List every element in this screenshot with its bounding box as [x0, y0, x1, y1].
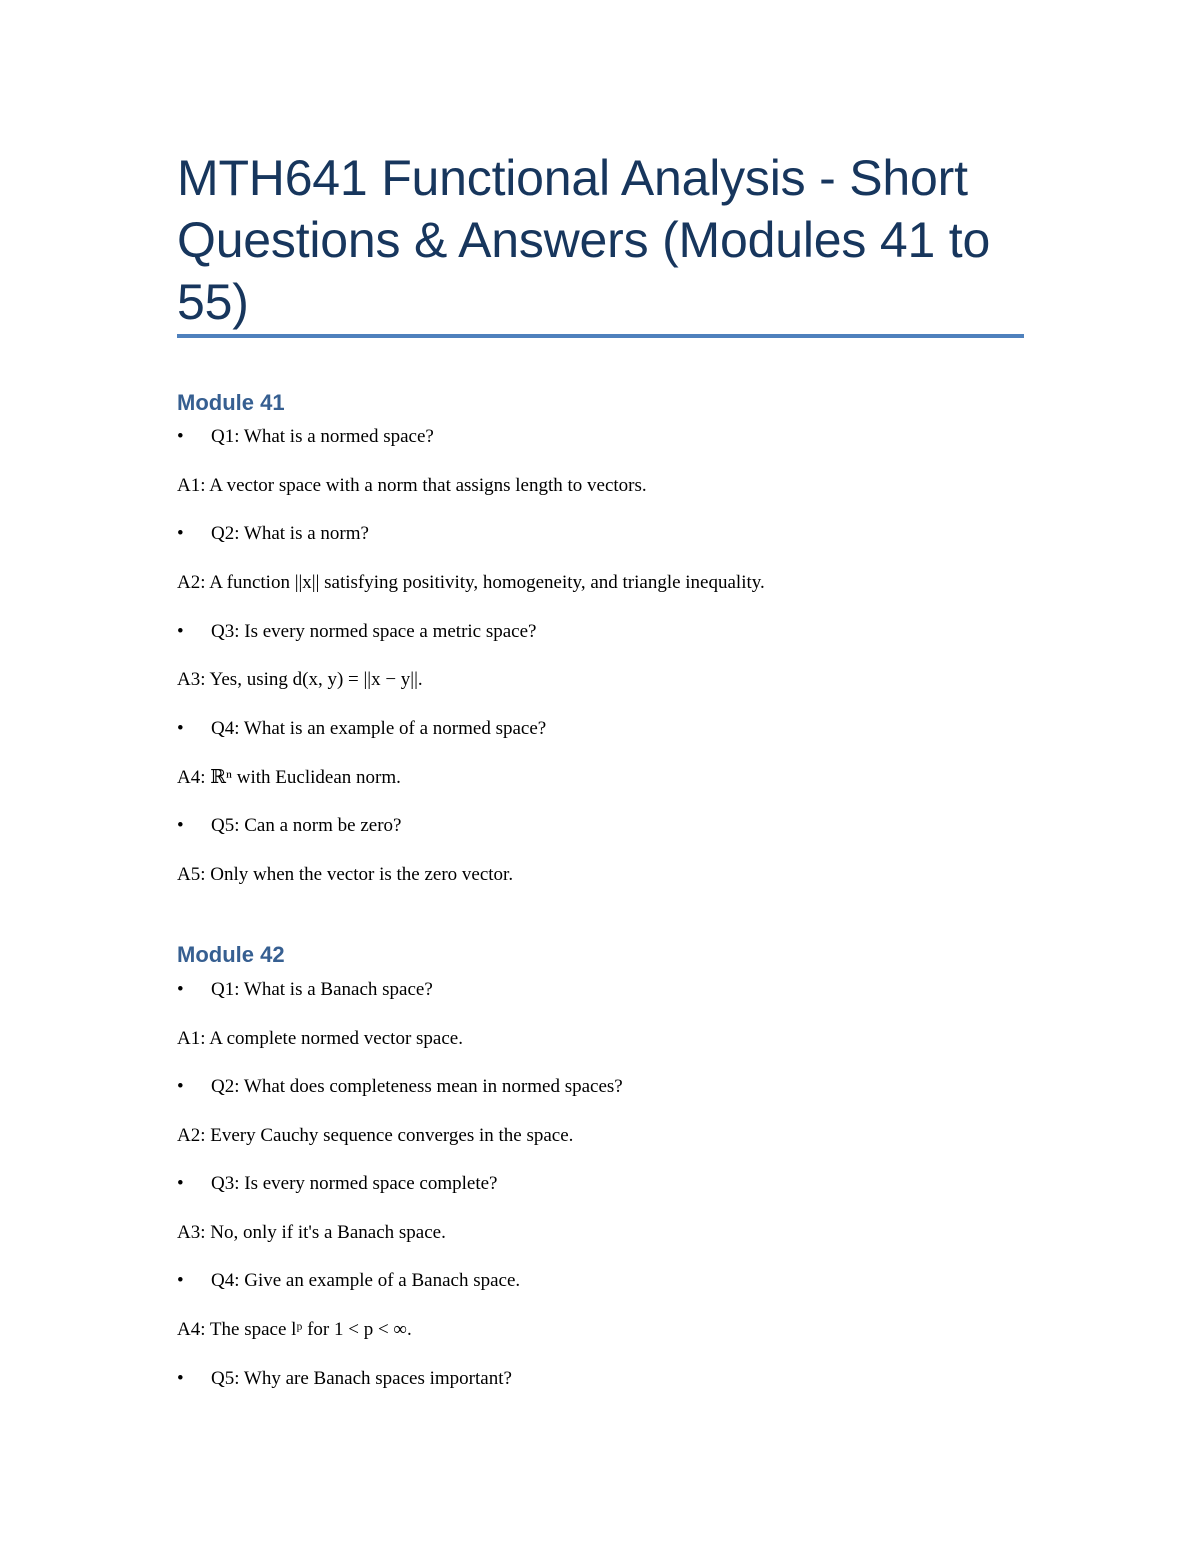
title-underline	[177, 334, 1024, 338]
bullet-icon: •	[177, 1270, 184, 1291]
bullet-icon: •	[177, 1368, 184, 1389]
answer-text: A3: No, only if it's a Banach space.	[177, 1222, 446, 1243]
bullet-icon: •	[177, 979, 184, 1000]
answer-text: A2: Every Cauchy sequence converges in the space.	[177, 1125, 574, 1146]
bullet-icon: •	[177, 621, 184, 642]
question-text: Q3: Is every normed space complete?	[211, 1173, 498, 1194]
answer-text: A3: Yes, using d(x, y) = ||x − y||.	[177, 669, 423, 690]
question-text: Q4: Give an example of a Banach space.	[211, 1270, 521, 1291]
bullet-icon: •	[177, 1173, 184, 1194]
bullet-icon: •	[177, 1076, 184, 1097]
question-text: Q5: Can a norm be zero?	[211, 815, 402, 836]
question-text: Q2: What does completeness mean in normed spaces?	[211, 1076, 623, 1097]
question-text: Q2: What is a norm?	[211, 523, 369, 544]
answer-text: A5: Only when the vector is the zero vector.	[177, 864, 514, 885]
answer-text: A4: ℝⁿ with Euclidean norm.	[177, 767, 401, 788]
module-heading: Module 41	[177, 390, 285, 415]
answer-text: A1: A vector space with a norm that assigns length to vectors.	[177, 475, 647, 496]
question-text: Q3: Is every normed space a metric space?	[211, 621, 537, 642]
bullet-icon: •	[177, 426, 184, 447]
question-text: Q1: What is a normed space?	[211, 426, 434, 447]
question-text: Q5: Why are Banach spaces important?	[211, 1368, 512, 1389]
answer-text: A4: The space lᵖ for 1 < p < ∞.	[177, 1319, 412, 1340]
bullet-icon: •	[177, 815, 184, 836]
answer-text: A2: A function ||x|| satisfying positivity, homogeneity, and triangle inequality.	[177, 572, 765, 593]
answer-text: A1: A complete normed vector space.	[177, 1028, 463, 1049]
document-title: MTH641 Functional Analysis - Short Questions & Answers (Modules 41 to 55)	[177, 150, 991, 330]
bullet-icon: •	[177, 718, 184, 739]
question-text: Q1: What is a Banach space?	[211, 979, 433, 1000]
bullet-icon: •	[177, 523, 184, 544]
question-text: Q4: What is an example of a normed space?	[211, 718, 547, 739]
module-heading: Module 42	[177, 942, 285, 967]
